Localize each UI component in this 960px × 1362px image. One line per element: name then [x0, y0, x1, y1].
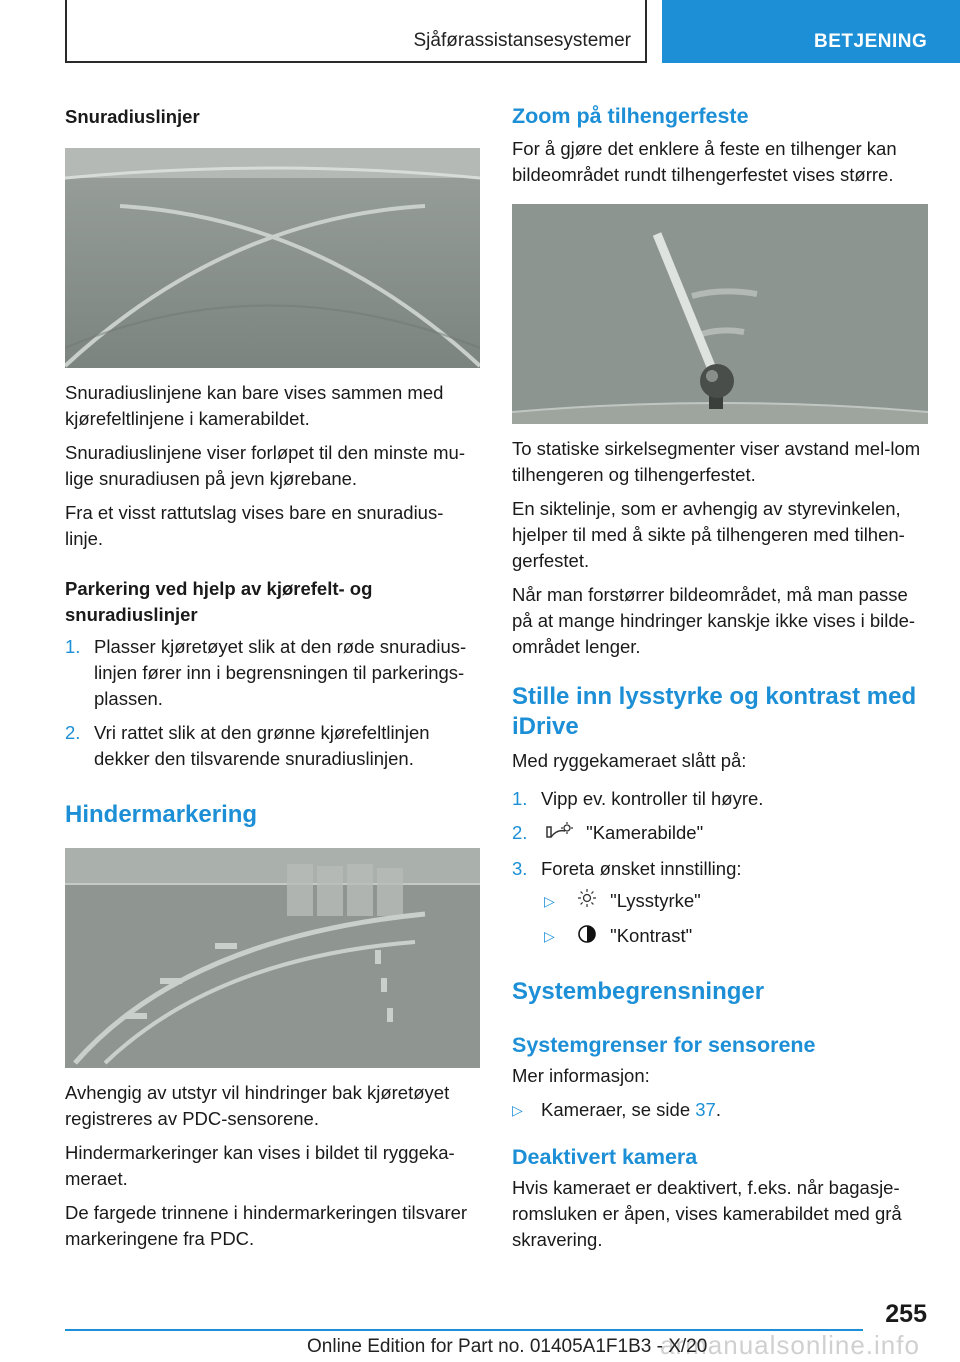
paragraph: Hindermarkeringer kan vises i bildet til ryggeka-meraet.: [65, 1142, 455, 1189]
list-item: [65, 634, 480, 712]
page-number: 255: [885, 1300, 927, 1328]
paragraph: Hvis kameraet er deaktivert, f.eks. når bagasje-romsluken er åpen, vises kamerabildet med grå skravering.: [512, 1176, 902, 1250]
list-item: [512, 923, 930, 951]
step-text: Foreta ønsket innstilling:: [541, 857, 742, 879]
option-text: "Lysstyrke": [610, 889, 701, 911]
trailer-hitch-zoom-image: [512, 204, 928, 424]
brightness-icon: [577, 888, 597, 915]
bullet-triangle-icon: ▷: [544, 928, 555, 945]
paragraph: Snuradiuslinjene viser forløpet til den minste mu-lige snuradiusen på jevn kjørebane.: [65, 442, 465, 489]
camera-image-icon: [545, 821, 573, 848]
edition-text: Online Edition for Part no. 01405A1F1B3 - X/20: [307, 1336, 708, 1357]
trailer-hitch-zoom-figure: [512, 204, 928, 424]
right-column: [512, 100, 930, 1253]
step-text: Plasser kjøretøyet slik at den røde snuradius-linjen fører inn i begrensningen til parkerings-plassen.: [94, 636, 467, 709]
page-reference-link[interactable]: 37: [695, 1098, 716, 1120]
contrast-icon: [577, 924, 597, 951]
parking-steps-list: [65, 634, 480, 772]
turning-radius-lines-image: [65, 148, 480, 368]
list-item: [512, 820, 930, 848]
paragraph: En siktelinje, som er avhengig av styrevinkelen, hjelper til med å sikte på tilhengeren med tilhen-gerfestet.: [512, 498, 905, 571]
step-text: Vri rattet slik at den grønne kjørefeltlinjen dekker den tilsvarende snuradiuslinjen.: [94, 722, 430, 769]
heading-systembegrensninger: Systembegrensninger: [512, 977, 765, 1005]
heading-hindermarkering: Hindermarkering: [65, 801, 258, 828]
paragraph: Fra et visst rattutslag vises bare en snuradius-linje.: [65, 502, 444, 549]
info-text: Kameraer, se side: [541, 1098, 691, 1120]
obstacle-marking-figure: [65, 848, 480, 1068]
turning-radius-figure: [65, 148, 480, 368]
idrive-steps-list: [512, 786, 930, 882]
list-item: [65, 720, 480, 772]
heading-parkering: Parkering ved hjelp av kjørefelt- og snuradiuslinjer: [65, 578, 373, 625]
step-number: 2.: [512, 822, 528, 843]
chapter-title: BETJENING: [814, 31, 928, 52]
step-number: 1.: [65, 636, 81, 657]
step-number: 3.: [512, 857, 528, 879]
page-header: [0, 0, 960, 66]
step-text: "Kamerabilde": [586, 822, 704, 843]
list-item: [512, 786, 930, 812]
info-period: .: [715, 1098, 721, 1120]
paragraph: Når man forstørrer bildeområdet, må man passe på at mange hindringer kanskje ikke vises i bilde-området lenger.: [512, 584, 916, 657]
paragraph: Mer informasjon:: [512, 1064, 650, 1086]
paragraph: To statiske sirkelsegmenter viser avstand mel-lom tilhengeren og tilhengerfestet.: [512, 438, 921, 485]
heading-idrive: Stille inn lysstyrke og kontrast med iDrive: [512, 683, 917, 740]
paragraph: Avhengig av utstyr vil hindringer bak kjøretøyet registreres av PDC-sensorene.: [65, 1082, 450, 1129]
heading-snuradiuslinjer: Snuradiuslinjer: [65, 106, 200, 127]
list-item: [512, 1097, 930, 1123]
paragraph: De fargede trinnene i hindermarkeringen tilsvarer markeringene fra PDC.: [65, 1202, 468, 1249]
paragraph: Snuradiuslinjene kan bare vises sammen med kjørefeltlinjene i kamerabildet.: [65, 382, 444, 429]
list-item: [512, 888, 930, 916]
chapter-tab: [662, 0, 960, 63]
option-text: "Kontrast": [610, 925, 693, 947]
bullet-triangle-icon: ▷: [512, 1101, 523, 1118]
section-title: Sjåførassistansesystemer: [413, 30, 631, 51]
step-number: 1.: [512, 788, 528, 809]
setting-options-list: [512, 888, 930, 951]
heading-systemgrenser: Systemgrenser for sensorene: [512, 1032, 816, 1057]
watermark: armanualsonline.info: [660, 1330, 920, 1360]
list-item: [512, 856, 930, 882]
step-text: Vipp ev. kontroller til høyre.: [541, 788, 764, 809]
step-number: 2.: [65, 722, 81, 743]
paragraph: Med ryggekameraet slått på:: [512, 750, 747, 771]
paragraph: For å gjøre det enklere å feste en tilhenger kan bildeområdet rundt tilhengerfestet vises større.: [512, 138, 897, 185]
bullet-triangle-icon: ▷: [544, 892, 555, 909]
section-tab: [65, 0, 647, 63]
left-column: [65, 100, 480, 1252]
obstacle-marking-image: [65, 848, 480, 1068]
heading-deaktivert: Deaktivert kamera: [512, 1144, 698, 1169]
heading-zoom: Zoom på tilhengerfeste: [512, 104, 749, 128]
more-info-list: [512, 1097, 930, 1123]
